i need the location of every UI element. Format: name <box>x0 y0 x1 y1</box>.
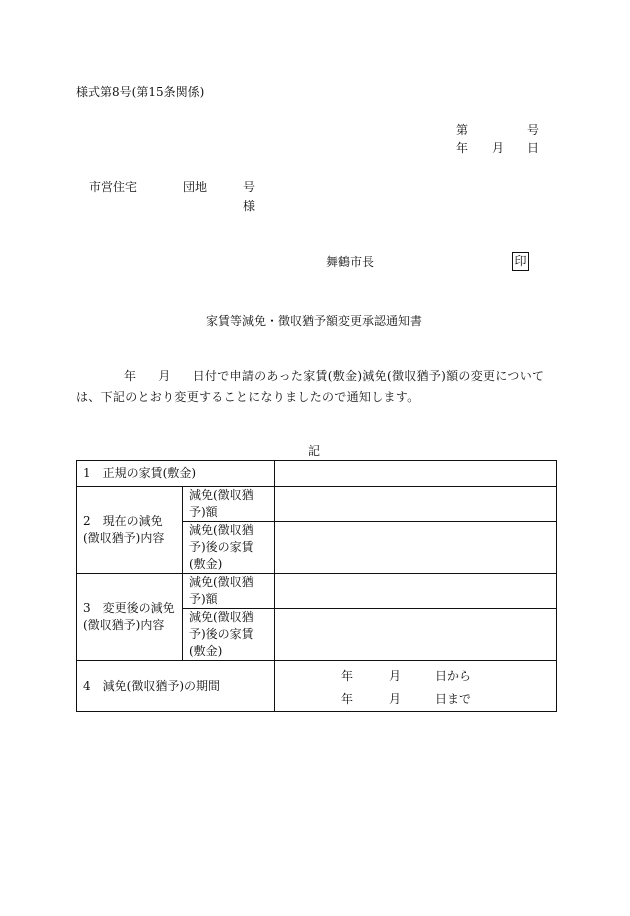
row2-after-value <box>275 522 557 574</box>
document-title: 家賃等減免・徴収猶予額変更承認通知書 <box>206 314 423 328</box>
date-day: 日 <box>527 141 540 155</box>
table-row <box>77 574 557 609</box>
row1-value <box>275 461 557 487</box>
addressee-honorific: 様 <box>243 199 256 213</box>
date-year: 年 <box>456 141 469 155</box>
row3-sub-after: 減免(徴収猶予)後の家賃(敷金) <box>183 609 275 661</box>
number-suffix: 号 <box>527 123 540 137</box>
row2-sub-after: 減免(徴収猶予)後の家賃(敷金) <box>183 522 275 574</box>
body-text: 日付で申請のあった家賃(敷金)減免(徴収猶予)額の変更については、下記のとおり変更することになりましたので通知します。 <box>76 369 545 404</box>
body-paragraph <box>76 366 556 408</box>
number-prefix: 第 <box>456 123 469 137</box>
body-month: 月 <box>158 369 171 383</box>
row1-label: 1 正規の家賃(敷金) <box>77 461 275 487</box>
addressee-danchi: 団地 <box>183 180 208 194</box>
row4-period <box>275 661 557 712</box>
period-to-line <box>275 691 556 705</box>
seal-mark: 印 <box>512 252 529 271</box>
row3-after-value <box>275 609 557 661</box>
row4-label: 4 減免(徴収猶予)の期間 <box>77 661 275 712</box>
form-number: 様式第8号(第15条関係) <box>76 85 205 99</box>
period-from-year: 年 <box>341 669 354 683</box>
date-month: 月 <box>492 141 505 155</box>
table-row <box>77 661 557 712</box>
period-to-year: 年 <box>341 692 354 706</box>
period-from-day: 日から <box>435 669 472 683</box>
sender-title: 舞鶴市長 <box>326 255 375 269</box>
details-table <box>76 460 557 712</box>
row3-label: 3 変更後の減免(徴収猶予)内容 <box>77 574 183 661</box>
table-row <box>77 487 557 522</box>
row2-label: 2 現在の減免(徴収猶予)内容 <box>77 487 183 574</box>
row2-sub-amount: 減免(徴収猶予)額 <box>183 487 275 522</box>
period-from-month: 月 <box>389 669 402 683</box>
addressee-housing: 市営住宅 <box>89 180 138 194</box>
row3-amount-value <box>275 574 557 609</box>
ki-heading: 記 <box>308 444 321 458</box>
period-to-day: 日まで <box>435 692 472 706</box>
period-from-line <box>275 668 556 682</box>
table-row <box>77 461 557 487</box>
body-year: 年 <box>124 369 137 383</box>
period-to-month: 月 <box>389 692 402 706</box>
row3-sub-amount: 減免(徴収猶予)額 <box>183 574 275 609</box>
addressee-room: 号 <box>243 180 256 194</box>
row2-amount-value <box>275 487 557 522</box>
